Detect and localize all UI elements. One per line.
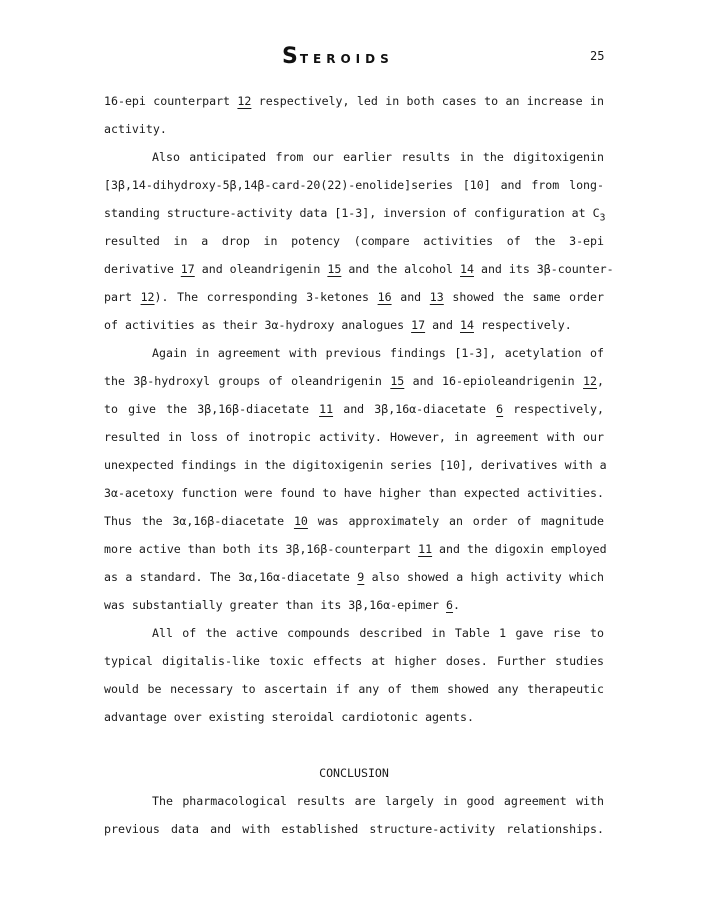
text-line xyxy=(104,457,607,473)
text-line xyxy=(152,793,604,809)
text-line xyxy=(104,709,604,725)
text-segment: CONCLUSION xyxy=(319,766,389,780)
compound-ref: 12 xyxy=(583,374,598,388)
text-line xyxy=(104,93,604,109)
text-segment: and oleandrigenin xyxy=(194,262,328,276)
subscript: 3 xyxy=(599,212,606,224)
text-line xyxy=(104,681,604,697)
compound-ref: 17 xyxy=(180,262,195,276)
text-segment: Thus the 3α,16β-diacetate xyxy=(104,514,294,528)
compound-ref: 15 xyxy=(327,262,342,276)
text-line xyxy=(104,541,607,557)
text-segment: and xyxy=(425,318,460,332)
text-segment: 3α-acetoxy function were found to have higher than expected activities. xyxy=(104,486,604,500)
text-segment: as a standard. The 3α,16α-diacetate xyxy=(104,570,358,584)
text-line xyxy=(104,261,614,277)
text-segment: respectively, led in both cases to an increase in xyxy=(251,94,604,108)
compound-ref: 12 xyxy=(237,94,252,108)
text-segment: part xyxy=(104,290,141,304)
compound-ref: 6 xyxy=(446,598,454,612)
text-segment: derivative xyxy=(104,262,181,276)
text-line xyxy=(104,121,604,137)
text-segment: standing structure-activity data [1-3], inversion of configuration at C xyxy=(104,206,600,220)
text-segment: advantage over existing steroidal cardiotonic agents. xyxy=(104,710,474,724)
compound-ref: 14 xyxy=(460,318,474,332)
text-segment: The pharmacological results are largely in good agreement with xyxy=(152,794,604,808)
text-segment: [3β,14-dihydroxy-5β,14β-card-20(22)-enolide]series [10] and from long- xyxy=(104,178,604,192)
text-segment: showed the same order xyxy=(443,290,604,304)
text-segment: 16-epi counterpart xyxy=(104,94,238,108)
text-line xyxy=(104,653,604,669)
text-line xyxy=(104,205,604,226)
compound-ref: 10 xyxy=(293,514,308,528)
text-segment: would be necessary to ascertain if any of them showed any therapeutic xyxy=(104,682,604,696)
text-line xyxy=(104,177,604,193)
text-segment: , xyxy=(597,374,604,388)
journal-title xyxy=(282,44,394,69)
text-line xyxy=(104,597,604,613)
compound-ref: 11 xyxy=(319,402,334,416)
compound-ref: 9 xyxy=(357,570,365,584)
journal-title-rest: TEROIDS xyxy=(299,52,394,66)
text-segment: typical digitalis-like toxic effects at higher doses. Further studies xyxy=(104,654,604,668)
compound-ref: 16 xyxy=(377,290,392,304)
text-line xyxy=(104,233,604,249)
text-line xyxy=(104,513,604,529)
compound-ref: 12 xyxy=(140,290,155,304)
compound-ref: 14 xyxy=(460,262,474,276)
compound-ref: 15 xyxy=(390,374,405,388)
text-segment: Also anticipated from our earlier results in the digitoxigenin xyxy=(152,150,604,164)
text-segment: and its 3β-counter- xyxy=(473,262,614,276)
text-segment: to give the 3β,16β-diacetate xyxy=(104,402,320,416)
text-line xyxy=(104,429,604,445)
compound-ref: 11 xyxy=(418,542,433,556)
text-line xyxy=(104,373,604,389)
text-segment: unexpected findings in the digitoxigenin series [10], derivatives with a xyxy=(104,458,607,472)
text-line xyxy=(104,821,604,837)
text-line xyxy=(104,569,604,585)
text-segment: resulted in a drop in potency (compare activities of the 3-epi xyxy=(104,234,604,248)
text-segment: was approximately an order of magnitude xyxy=(307,514,605,528)
text-line xyxy=(152,345,604,361)
text-segment: the 3β-hydroxyl groups of oleandrigenin xyxy=(104,374,391,388)
compound-ref: 6 xyxy=(496,402,504,416)
text-line xyxy=(152,149,604,165)
text-segment: more active than both its 3β,16β-counterpart xyxy=(104,542,419,556)
text-segment: resulted in loss of inotropic activity. However, in agreement with our xyxy=(104,430,604,444)
text-line xyxy=(104,289,604,305)
text-line xyxy=(152,625,604,641)
text-line xyxy=(104,317,604,333)
text-segment: respectively. xyxy=(473,318,572,332)
section-heading xyxy=(104,765,604,781)
text-segment: and the digoxin employed xyxy=(432,542,607,556)
text-segment: All of the active compounds described in Table 1 gave rise to xyxy=(152,626,604,640)
text-segment: and the alcohol xyxy=(341,262,461,276)
page-number: 25 xyxy=(590,49,605,63)
text-segment: respectively, xyxy=(503,402,604,416)
compound-ref: 17 xyxy=(411,318,426,332)
text-segment: and 3β,16α-diacetate xyxy=(333,402,497,416)
compound-ref: 13 xyxy=(429,290,444,304)
text-segment: and 16-epioleandrigenin xyxy=(404,374,584,388)
text-segment: also showed a high activity which xyxy=(364,570,605,584)
text-line xyxy=(104,485,604,501)
running-header xyxy=(0,40,719,70)
text-segment: Again in agreement with previous findings [1-3], acetylation of xyxy=(152,346,604,360)
text-segment: and xyxy=(391,290,430,304)
text-segment: was substantially greater than its 3β,16α-epimer xyxy=(104,598,447,612)
text-segment: activity. xyxy=(104,122,167,136)
text-line xyxy=(104,401,604,417)
text-segment: previous data and with established structure-activity relationships. xyxy=(104,822,604,836)
text-segment: of activities as their 3α-hydroxy analogues xyxy=(104,318,412,332)
journal-title-initial: S xyxy=(282,44,300,69)
text-segment: . xyxy=(453,598,460,612)
text-segment: ). The corresponding 3-ketones xyxy=(154,290,378,304)
